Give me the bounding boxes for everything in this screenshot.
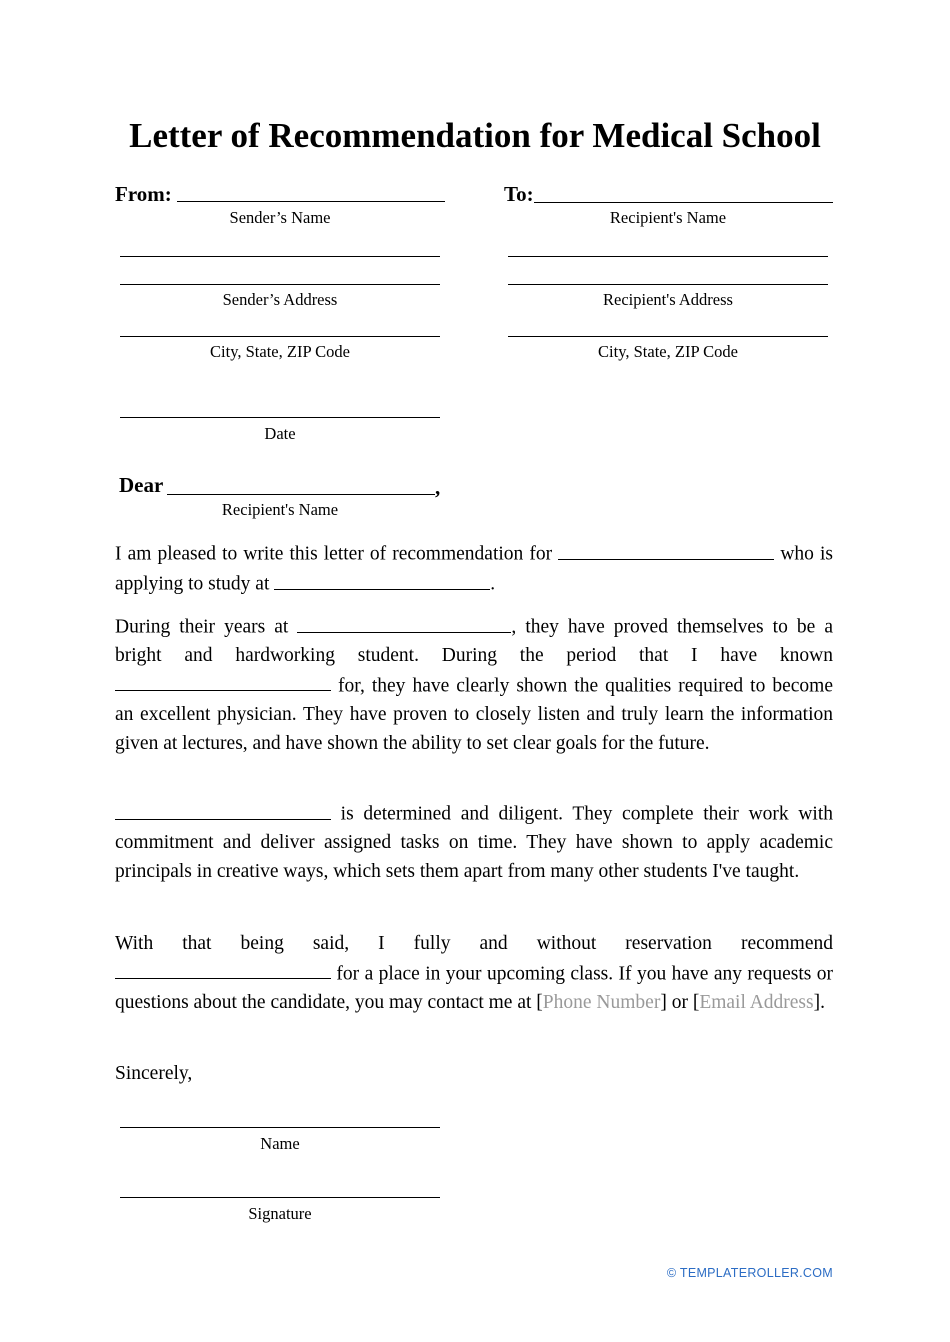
recipient-address-caption: Recipient's Address [603,290,733,309]
recipient-address-line-1[interactable] [508,236,828,257]
signature-caption: Signature [248,1204,312,1223]
email-address-placeholder[interactable]: Email Address [699,991,814,1013]
recipient-address-line-2[interactable] [508,264,828,285]
sender-name-line[interactable] [177,181,445,202]
from-label: From: [115,182,172,206]
recipient-name-line[interactable] [534,181,833,203]
paragraph-3: is determined and diligent. They complete their work with commitment and deliver assigned tasks on time. They have shown to apply academic principals in creative ways, which sets them apart from many other students I've taught. [115,799,833,887]
paragraph-1: I am pleased to write this letter of recommendation for who is applying to study at . [115,539,833,599]
recipient-city-caption: City, State, ZIP Code [598,342,738,361]
recipient-name-caption: Recipient's Name [609,208,727,227]
signature-line[interactable] [120,1177,440,1198]
date-caption: Date [264,424,296,443]
name-caption: Name [260,1134,300,1153]
closing: Sincerely, [115,1063,193,1084]
name-line[interactable] [120,1107,440,1128]
sender-address-caption: Sender’s Address [222,290,338,309]
student-name-blank[interactable] [558,539,774,560]
duration-blank[interactable] [115,671,331,692]
recipient-city-line[interactable] [508,316,828,337]
date-line[interactable] [120,397,440,418]
footer-link[interactable]: © TEMPLATEROLLER.COM [666,1266,833,1280]
to-label: To: [504,182,534,206]
paragraph-2: During their years at , they have proved themselves to be a bright and hardworking student. During the period that I have known for, they have clearly shown the qualities required to become an excellent physician. They have proven to closely listen and truly learn the information given at lectures, and have shown the ability to set clear goals for the future. [115,612,833,759]
sender-name-caption: Sender’s Name [229,208,331,227]
sender-address-line-1[interactable] [120,236,440,257]
dear-label: Dear [119,473,164,497]
institution-blank[interactable] [297,612,511,633]
candidate-name-blank[interactable] [115,799,331,820]
phone-number-placeholder[interactable]: Phone Number [542,991,661,1013]
sender-city-caption: City, State, ZIP Code [210,342,350,361]
dear-caption: Recipient's Name [221,500,339,519]
school-name-blank[interactable] [274,569,490,590]
dear-recipient-line[interactable] [167,472,435,495]
dear-comma: , [435,475,441,499]
sender-address-line-2[interactable] [120,264,440,285]
page-title: Letter of Recommendation for Medical School [129,116,821,155]
paragraph-4: With that being said, I fully and without reservation recommend for a place in your upcoming class. If you have any requests or questions about the candidate, you may contact me at [Phone Number] or [Email Address]. [115,933,833,1013]
sender-city-line[interactable] [120,316,440,337]
recommended-candidate-blank[interactable] [115,959,331,980]
